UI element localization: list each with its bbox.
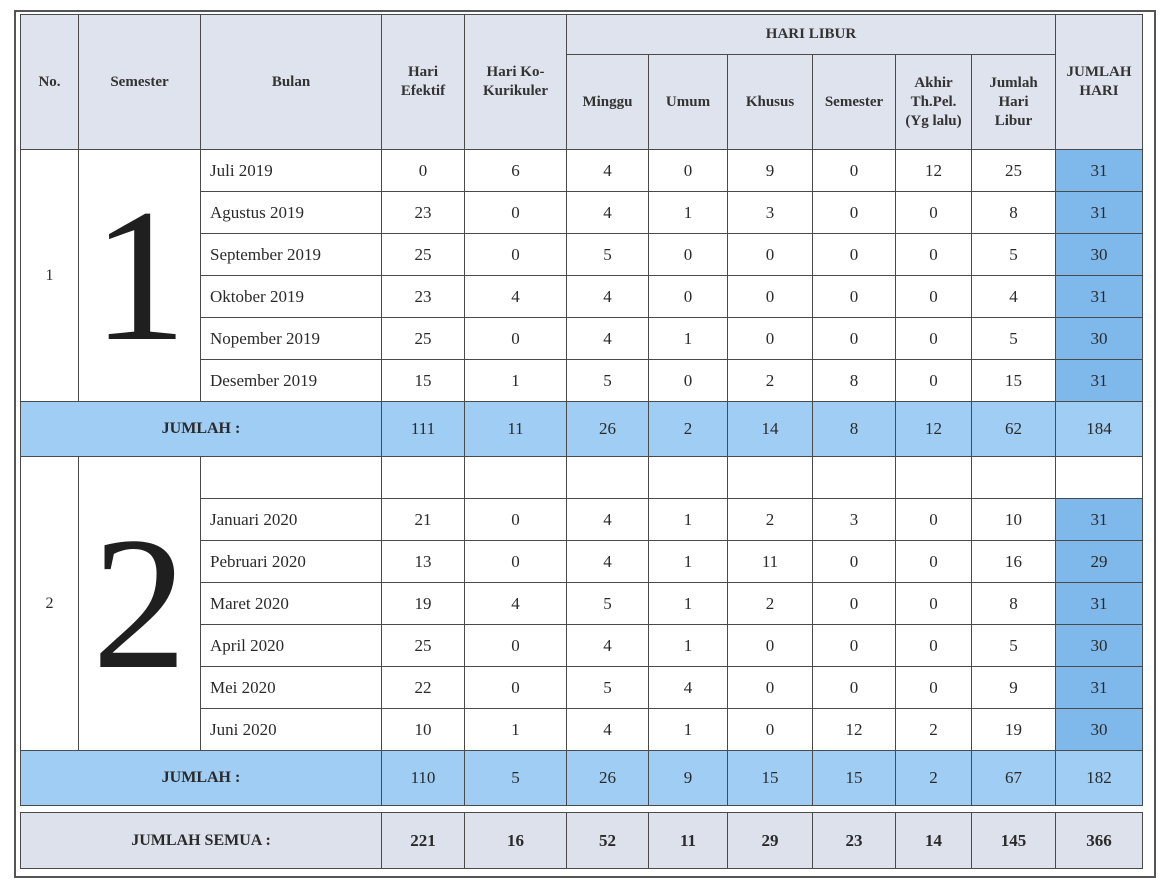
cell-value: 5 <box>972 625 1056 667</box>
cell-bulan: Juni 2020 <box>201 709 382 751</box>
cell-empty <box>567 457 649 499</box>
cell-value: 5 <box>972 318 1056 360</box>
cell-value: 4 <box>465 276 567 318</box>
cell-jumlah-hari: 30 <box>1056 625 1143 667</box>
cell-value: 4 <box>567 318 649 360</box>
cell-value: 5 <box>567 583 649 625</box>
total-value: 184 <box>1056 402 1143 457</box>
cell-value: 12 <box>813 709 896 751</box>
cell-jumlah-hari: 30 <box>1056 709 1143 751</box>
cell-value: 0 <box>649 360 728 402</box>
cell-value: 1 <box>649 499 728 541</box>
grand-total-value: 52 <box>567 813 649 869</box>
total-value: 67 <box>972 751 1056 806</box>
cell-value: 15 <box>382 360 465 402</box>
cell-value: 0 <box>813 192 896 234</box>
grand-total-value: 11 <box>649 813 728 869</box>
header-umum: Umum <box>649 55 728 150</box>
cell-value: 4 <box>567 541 649 583</box>
total-value: 12 <box>896 402 972 457</box>
cell-value: 0 <box>728 667 813 709</box>
grand-total-row <box>21 813 1143 869</box>
cell-value: 0 <box>465 234 567 276</box>
cell-value: 0 <box>465 192 567 234</box>
total-value: 2 <box>896 751 972 806</box>
cell-value: 4 <box>567 499 649 541</box>
cell-jumlah-hari: 31 <box>1056 276 1143 318</box>
total-value: 62 <box>972 402 1056 457</box>
cell-value: 0 <box>813 667 896 709</box>
cell-bulan: Maret 2020 <box>201 583 382 625</box>
cell-value: 0 <box>896 625 972 667</box>
cell-bulan: Desember 2019 <box>201 360 382 402</box>
table-header <box>21 15 1143 150</box>
cell-value: 5 <box>567 667 649 709</box>
spacer-cell <box>972 806 1056 813</box>
cell-empty <box>649 457 728 499</box>
cell-value: 0 <box>813 625 896 667</box>
spacer-cell <box>728 806 813 813</box>
cell-value: 8 <box>972 583 1056 625</box>
cell-jumlah-hari: 31 <box>1056 667 1143 709</box>
spacer-cell <box>21 806 79 813</box>
semester-total-row <box>21 751 1143 806</box>
cell-value: 0 <box>896 192 972 234</box>
table-row-blank <box>21 457 1143 499</box>
spacer-cell <box>382 806 465 813</box>
cell-value: 10 <box>382 709 465 751</box>
total-value: 111 <box>382 402 465 457</box>
spacer-cell <box>813 806 896 813</box>
cell-value: 19 <box>382 583 465 625</box>
cell-value: 4 <box>649 667 728 709</box>
cell-value: 0 <box>896 276 972 318</box>
cell-bulan: Nopember 2019 <box>201 318 382 360</box>
cell-value: 6 <box>465 150 567 192</box>
cell-value: 19 <box>972 709 1056 751</box>
header-bulan: Bulan <box>201 15 382 150</box>
spacer-row <box>21 806 1143 813</box>
cell-value: 0 <box>728 709 813 751</box>
cell-value: 0 <box>813 276 896 318</box>
cell-jumlah-hari: 31 <box>1056 360 1143 402</box>
cell-value: 0 <box>813 234 896 276</box>
cell-jumlah-hari: 29 <box>1056 541 1143 583</box>
semester-big-number: 1 <box>92 170 187 381</box>
cell-value: 0 <box>465 625 567 667</box>
header-akhir-th-pel: Akhir Th.Pel. (Yg lalu) <box>896 55 972 150</box>
cell-value: 25 <box>972 150 1056 192</box>
cell-value: 12 <box>896 150 972 192</box>
grand-total-value: 221 <box>382 813 465 869</box>
cell-empty <box>972 457 1056 499</box>
total-value: 15 <box>813 751 896 806</box>
grand-total-value: 366 <box>1056 813 1143 869</box>
total-value: 5 <box>465 751 567 806</box>
total-value: 15 <box>728 751 813 806</box>
cell-value: 4 <box>465 583 567 625</box>
cell-jumlah-hari: 31 <box>1056 150 1143 192</box>
cell-bulan: Pebruari 2020 <box>201 541 382 583</box>
cell-bulan: Januari 2020 <box>201 499 382 541</box>
cell-value: 5 <box>972 234 1056 276</box>
cell-value: 1 <box>649 541 728 583</box>
cell-no: 2 <box>21 457 79 751</box>
cell-value: 0 <box>813 541 896 583</box>
cell-bulan: Oktober 2019 <box>201 276 382 318</box>
cell-value: 25 <box>382 318 465 360</box>
cell-value: 2 <box>728 583 813 625</box>
cell-value: 2 <box>728 499 813 541</box>
total-value: 2 <box>649 402 728 457</box>
semester-total-row <box>21 402 1143 457</box>
cell-value: 21 <box>382 499 465 541</box>
cell-empty <box>813 457 896 499</box>
total-value: 26 <box>567 751 649 806</box>
header-hari-efektif: Hari Efektif <box>382 15 465 150</box>
cell-value: 1 <box>649 709 728 751</box>
cell-value: 5 <box>567 234 649 276</box>
cell-bulan: Mei 2020 <box>201 667 382 709</box>
spacer-cell <box>567 806 649 813</box>
cell-value: 15 <box>972 360 1056 402</box>
cell-value: 0 <box>465 318 567 360</box>
cell-no: 1 <box>21 150 79 402</box>
cell-empty <box>1056 457 1143 499</box>
grand-total-label: JUMLAH SEMUA : <box>21 813 382 869</box>
spacer-cell <box>1056 806 1143 813</box>
header-hari-ko-kurikuler: Hari Ko-Kurikuler <box>465 15 567 150</box>
cell-empty <box>382 457 465 499</box>
cell-value: 0 <box>465 499 567 541</box>
semester-number <box>79 150 201 402</box>
cell-value: 1 <box>649 318 728 360</box>
cell-value: 0 <box>465 541 567 583</box>
spacer-cell <box>79 806 201 813</box>
total-value: 182 <box>1056 751 1143 806</box>
cell-value: 25 <box>382 234 465 276</box>
cell-jumlah-hari: 31 <box>1056 499 1143 541</box>
total-value: 110 <box>382 751 465 806</box>
cell-value: 1 <box>649 192 728 234</box>
spacer-cell <box>649 806 728 813</box>
cell-value: 5 <box>567 360 649 402</box>
cell-jumlah-hari: 30 <box>1056 318 1143 360</box>
cell-value: 0 <box>728 625 813 667</box>
cell-value: 0 <box>896 360 972 402</box>
cell-value: 3 <box>813 499 896 541</box>
cell-bulan: Agustus 2019 <box>201 192 382 234</box>
cell-bulan: Juli 2019 <box>201 150 382 192</box>
cell-value: 1 <box>465 360 567 402</box>
cell-value: 4 <box>567 150 649 192</box>
cell-value: 4 <box>567 709 649 751</box>
table-body <box>21 150 1143 869</box>
cell-value: 16 <box>972 541 1056 583</box>
cell-value: 23 <box>382 276 465 318</box>
cell-empty <box>896 457 972 499</box>
cell-value: 0 <box>896 499 972 541</box>
header-jumlah-hari-libur: Jumlah Hari Libur <box>972 55 1056 150</box>
total-value: 8 <box>813 402 896 457</box>
total-label: JUMLAH : <box>21 402 382 457</box>
header-jumlah-hari: JUMLAH HARI <box>1056 15 1143 150</box>
total-value: 26 <box>567 402 649 457</box>
grand-total-value: 14 <box>896 813 972 869</box>
calendar-table <box>20 14 1143 869</box>
header-minggu: Minggu <box>567 55 649 150</box>
cell-value: 1 <box>465 709 567 751</box>
cell-value: 0 <box>813 318 896 360</box>
cell-value: 9 <box>972 667 1056 709</box>
grand-total-value: 29 <box>728 813 813 869</box>
cell-value: 10 <box>972 499 1056 541</box>
cell-value: 25 <box>382 625 465 667</box>
cell-empty <box>465 457 567 499</box>
header-no: No. <box>21 15 79 150</box>
cell-value: 0 <box>465 667 567 709</box>
cell-value: 0 <box>813 150 896 192</box>
header-semester: Semester <box>79 15 201 150</box>
cell-value: 0 <box>649 234 728 276</box>
cell-value: 13 <box>382 541 465 583</box>
spacer-cell <box>201 806 382 813</box>
grand-total-value: 145 <box>972 813 1056 869</box>
cell-value: 1 <box>649 583 728 625</box>
cell-value: 0 <box>813 583 896 625</box>
cell-value: 4 <box>567 192 649 234</box>
semester-number <box>79 457 201 751</box>
cell-value: 3 <box>728 192 813 234</box>
cell-value: 0 <box>728 276 813 318</box>
cell-value: 11 <box>728 541 813 583</box>
cell-value: 2 <box>728 360 813 402</box>
semester-big-number: 2 <box>92 498 187 709</box>
total-value: 9 <box>649 751 728 806</box>
cell-value: 0 <box>896 667 972 709</box>
cell-bulan: April 2020 <box>201 625 382 667</box>
cell-value: 8 <box>972 192 1056 234</box>
cell-value: 1 <box>649 625 728 667</box>
cell-value: 23 <box>382 192 465 234</box>
cell-bulan: September 2019 <box>201 234 382 276</box>
cell-jumlah-hari: 31 <box>1056 192 1143 234</box>
grand-total-value: 16 <box>465 813 567 869</box>
total-value: 11 <box>465 402 567 457</box>
cell-value: 0 <box>896 234 972 276</box>
cell-jumlah-hari: 31 <box>1056 583 1143 625</box>
cell-empty <box>201 457 382 499</box>
cell-value: 0 <box>896 318 972 360</box>
grand-total-value: 23 <box>813 813 896 869</box>
cell-value: 0 <box>896 583 972 625</box>
table-row <box>21 150 1143 192</box>
cell-value: 4 <box>567 625 649 667</box>
cell-empty <box>728 457 813 499</box>
header-semester-libur: Semester <box>813 55 896 150</box>
total-label: JUMLAH : <box>21 751 382 806</box>
header-khusus: Khusus <box>728 55 813 150</box>
cell-value: 4 <box>567 276 649 318</box>
cell-jumlah-hari: 30 <box>1056 234 1143 276</box>
cell-value: 0 <box>728 318 813 360</box>
cell-value: 0 <box>896 541 972 583</box>
spacer-cell <box>896 806 972 813</box>
cell-value: 2 <box>896 709 972 751</box>
cell-value: 0 <box>649 150 728 192</box>
cell-value: 8 <box>813 360 896 402</box>
cell-value: 0 <box>649 276 728 318</box>
cell-value: 22 <box>382 667 465 709</box>
cell-value: 0 <box>382 150 465 192</box>
total-value: 14 <box>728 402 813 457</box>
header-hari-libur: HARI LIBUR <box>567 15 1056 55</box>
spacer-cell <box>465 806 567 813</box>
cell-value: 0 <box>728 234 813 276</box>
cell-value: 9 <box>728 150 813 192</box>
cell-value: 4 <box>972 276 1056 318</box>
